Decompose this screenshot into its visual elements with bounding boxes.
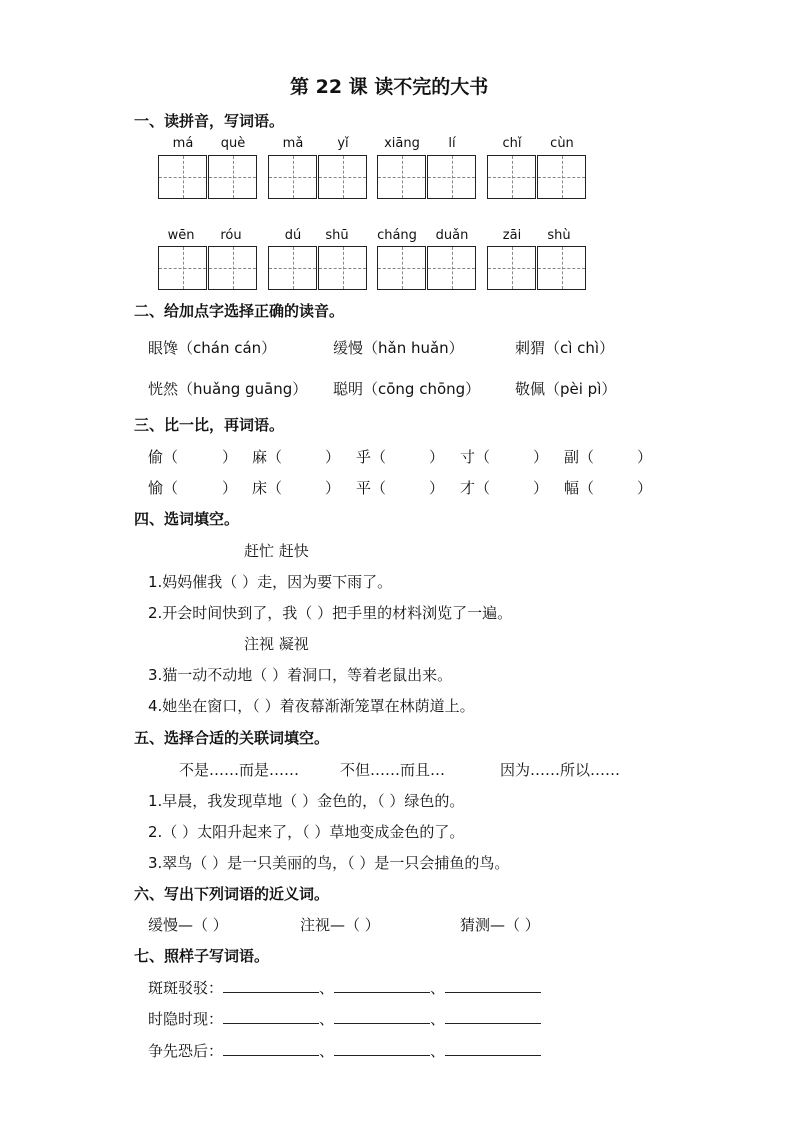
writing-cell[interactable] bbox=[377, 155, 426, 199]
compare-close: ） bbox=[533, 479, 549, 497]
reading-item: 敬佩（pèi pì） bbox=[515, 380, 617, 398]
pattern-example: 时隐时现： bbox=[148, 1010, 224, 1028]
writing-cell[interactable] bbox=[427, 246, 476, 290]
reading-item: 缓慢（hǎn huǎn） bbox=[333, 339, 464, 357]
conj-question: 3.翠鸟（ ）是一只美丽的鸟，（ ）是一只会捕鱼的鸟。 bbox=[148, 854, 510, 872]
fill-question: 2.开会时间快到了，我（ ）把手里的材料浏览了一遍。 bbox=[148, 604, 513, 622]
reading-item: 刺猬（cì chì） bbox=[515, 339, 615, 357]
pinyin-label: dú bbox=[284, 228, 302, 243]
compare-close: ） bbox=[325, 479, 341, 497]
answer-blank[interactable] bbox=[334, 1041, 430, 1056]
separator: 、 bbox=[319, 1010, 335, 1028]
reading-item: 恍然（huǎng guāng） bbox=[148, 380, 308, 398]
section-4-heading: 四、选词填空。 bbox=[134, 510, 240, 528]
writing-cell[interactable] bbox=[537, 246, 586, 290]
synonym-item: 缓慢—（ ） bbox=[148, 916, 228, 934]
compare-open: 幅（ bbox=[564, 479, 595, 497]
pinyin-label: wēn bbox=[167, 228, 195, 243]
fill-question: 1.妈妈催我（ ）走，因为要下雨了。 bbox=[148, 573, 393, 591]
fill-question: 3.猫一动不动地（ ）着洞口，等着老鼠出来。 bbox=[148, 666, 453, 684]
separator: 、 bbox=[319, 979, 335, 997]
compare-open: 床（ bbox=[252, 479, 283, 497]
writing-cell[interactable] bbox=[208, 155, 257, 199]
pinyin-label: shū bbox=[325, 228, 349, 243]
pattern-row bbox=[148, 1008, 541, 1029]
conjunction-option: 因为……所以…… bbox=[500, 761, 621, 779]
answer-blank[interactable] bbox=[223, 1009, 319, 1024]
conjunction-option: 不是……而是…… bbox=[179, 761, 300, 779]
answer-blank[interactable] bbox=[223, 978, 319, 993]
compare-close: ） bbox=[533, 448, 549, 466]
section-5-heading: 五、选择合适的关联词填空。 bbox=[134, 729, 330, 747]
compare-close: ） bbox=[637, 479, 653, 497]
writing-cell[interactable] bbox=[487, 155, 536, 199]
writing-cell[interactable] bbox=[268, 246, 317, 290]
separator: 、 bbox=[319, 1042, 335, 1060]
synonym-item: 注视—（ ） bbox=[300, 916, 380, 934]
compare-close: ） bbox=[637, 448, 653, 466]
compare-open: 才（ bbox=[460, 479, 491, 497]
section-2-heading: 二、给加点字选择正确的读音。 bbox=[134, 302, 345, 320]
pinyin-label: cháng bbox=[377, 228, 417, 243]
compare-open: 麻（ bbox=[252, 448, 283, 466]
writing-cell[interactable] bbox=[377, 246, 426, 290]
synonym-item: 猜测—（ ） bbox=[460, 916, 540, 934]
writing-cell[interactable] bbox=[487, 246, 536, 290]
pattern-row bbox=[148, 1040, 541, 1061]
compare-close: ） bbox=[325, 448, 341, 466]
separator: 、 bbox=[430, 1042, 446, 1060]
answer-blank[interactable] bbox=[445, 978, 541, 993]
section-3-heading: 三、比一比，再词语。 bbox=[134, 416, 285, 434]
pinyin-label: shù bbox=[547, 228, 571, 243]
pinyin-label: yǐ bbox=[337, 136, 349, 151]
pinyin-label: mǎ bbox=[282, 136, 304, 151]
writing-cell[interactable] bbox=[318, 155, 367, 199]
separator: 、 bbox=[430, 1010, 446, 1028]
conjunction-option: 不但……而且… bbox=[340, 761, 446, 779]
answer-blank[interactable] bbox=[445, 1009, 541, 1024]
section-1-heading: 一、读拼音，写词语。 bbox=[134, 112, 285, 130]
compare-close: ） bbox=[429, 479, 445, 497]
writing-cell[interactable] bbox=[158, 246, 207, 290]
answer-blank[interactable] bbox=[223, 1041, 319, 1056]
pinyin-label: zāi bbox=[502, 228, 522, 243]
pinyin-label: cùn bbox=[550, 136, 574, 151]
pinyin-label: lí bbox=[448, 136, 456, 151]
word-choice-pair: 注视 凝视 bbox=[244, 635, 309, 653]
pinyin-label: duǎn bbox=[435, 228, 469, 243]
page-title: 第 22 课 读不完的大书 bbox=[290, 76, 489, 98]
compare-close: ） bbox=[222, 448, 238, 466]
pinyin-label: chǐ bbox=[502, 136, 522, 151]
pinyin-label: má bbox=[172, 136, 194, 151]
answer-blank[interactable] bbox=[334, 978, 430, 993]
compare-open: 愉（ bbox=[148, 479, 179, 497]
answer-blank[interactable] bbox=[334, 1009, 430, 1024]
reading-item: 聪明（cōng chōng） bbox=[333, 380, 481, 398]
section-7-heading: 七、照样子写词语。 bbox=[134, 947, 270, 965]
reading-item: 眼馋（chán cán） bbox=[148, 339, 277, 357]
writing-cell[interactable] bbox=[208, 246, 257, 290]
pattern-example: 争先恐后： bbox=[148, 1042, 224, 1060]
compare-open: 寸（ bbox=[460, 448, 491, 466]
compare-open: 乎（ bbox=[356, 448, 387, 466]
compare-open: 偷（ bbox=[148, 448, 179, 466]
conj-question: 2.（ ）太阳升起来了，（ ）草地变成金色的了。 bbox=[148, 823, 465, 841]
pinyin-label: què bbox=[220, 136, 246, 151]
answer-blank[interactable] bbox=[445, 1041, 541, 1056]
compare-open: 平（ bbox=[356, 479, 387, 497]
pattern-row bbox=[148, 977, 541, 998]
pinyin-label: xiāng bbox=[384, 136, 420, 151]
writing-cell[interactable] bbox=[158, 155, 207, 199]
section-6-heading: 六、写出下列词语的近义词。 bbox=[134, 885, 330, 903]
fill-question: 4.她坐在窗口，（ ）着夜幕渐渐笼罩在林荫道上。 bbox=[148, 697, 475, 715]
pattern-example: 斑斑驳驳： bbox=[148, 979, 224, 997]
writing-cell[interactable] bbox=[318, 246, 367, 290]
writing-cell[interactable] bbox=[427, 155, 476, 199]
pinyin-label: róu bbox=[220, 228, 242, 243]
compare-close: ） bbox=[222, 479, 238, 497]
conj-question: 1.早晨，我发现草地（ ）金色的，（ ）绿色的。 bbox=[148, 792, 465, 810]
word-choice-pair: 赶忙 赶快 bbox=[244, 542, 309, 560]
compare-close: ） bbox=[429, 448, 445, 466]
separator: 、 bbox=[430, 979, 446, 997]
writing-cell[interactable] bbox=[537, 155, 586, 199]
writing-cell[interactable] bbox=[268, 155, 317, 199]
compare-open: 副（ bbox=[564, 448, 595, 466]
